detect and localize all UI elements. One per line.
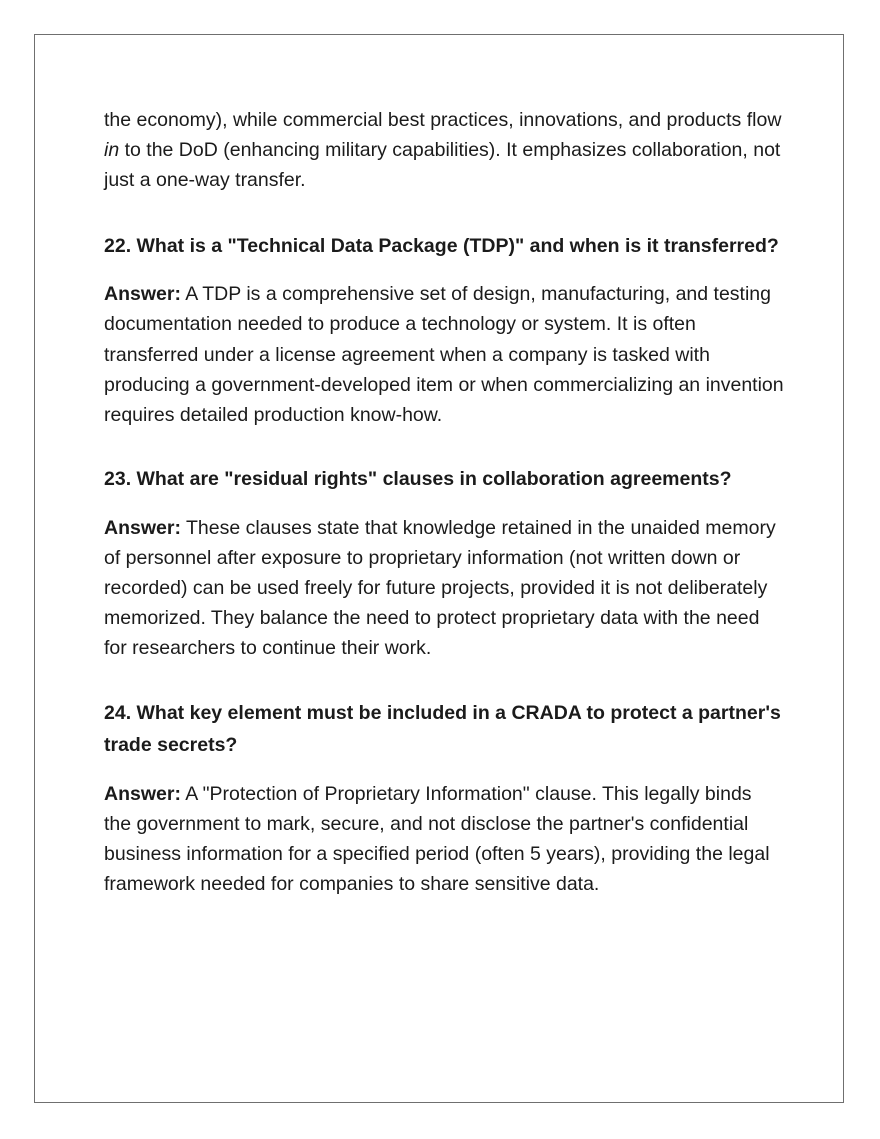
question-24-heading: 24. What key element must be included in a CRADA to protect a partner's trade secrets? [104,701,781,757]
intro-text-end: to the DoD (enhancing military capabilities). It emphasizes collaboration, not just a one-way transfer. [104,139,781,192]
answer-23-paragraph [104,513,784,664]
answer-24-text: A "Protection of Proprietary Information" clause. This legally binds the government to mark, secure, and not disclose the partner's confidential business information for a specified period (often 5 years), providing the legal framework needed for companies to share sensitive data. [104,782,770,896]
answer-22-paragraph [104,279,784,430]
answer-23-text: These clauses state that knowledge retained in the unaided memory of personnel after exposure to proprietary information (not written down or recorded) can be used freely for future projects, provided it is not deliberately memorized. They balance the need to protect proprietary data with the need for researchers to continue their work. [104,516,776,660]
answer-22-text: A TDP is a comprehensive set of design, manufacturing, and testing documentation needed to produce a technology or system. It is often transferred under a license agreement when a company is tasked with producing a government-developed item or when commercializing an invention requires detailed production know-how. [104,283,784,426]
intro-italic-word: in [104,139,120,162]
answer-label: Answer: [104,516,181,539]
answer-label: Answer: [104,782,181,805]
intro-text-start: the economy), while commercial best practices, innovations, and products flow [104,109,782,131]
intro-paragraph [104,105,784,196]
document-content [104,105,784,932]
question-22-heading: 22. What is a "Technical Data Package (TDP)" and when is it transferred? [104,234,779,257]
question-23-heading: 23. What are "residual rights" clauses in collaboration agreements? [104,468,732,491]
answer-label: Answer: [104,283,181,306]
answer-24-paragraph [104,779,784,900]
